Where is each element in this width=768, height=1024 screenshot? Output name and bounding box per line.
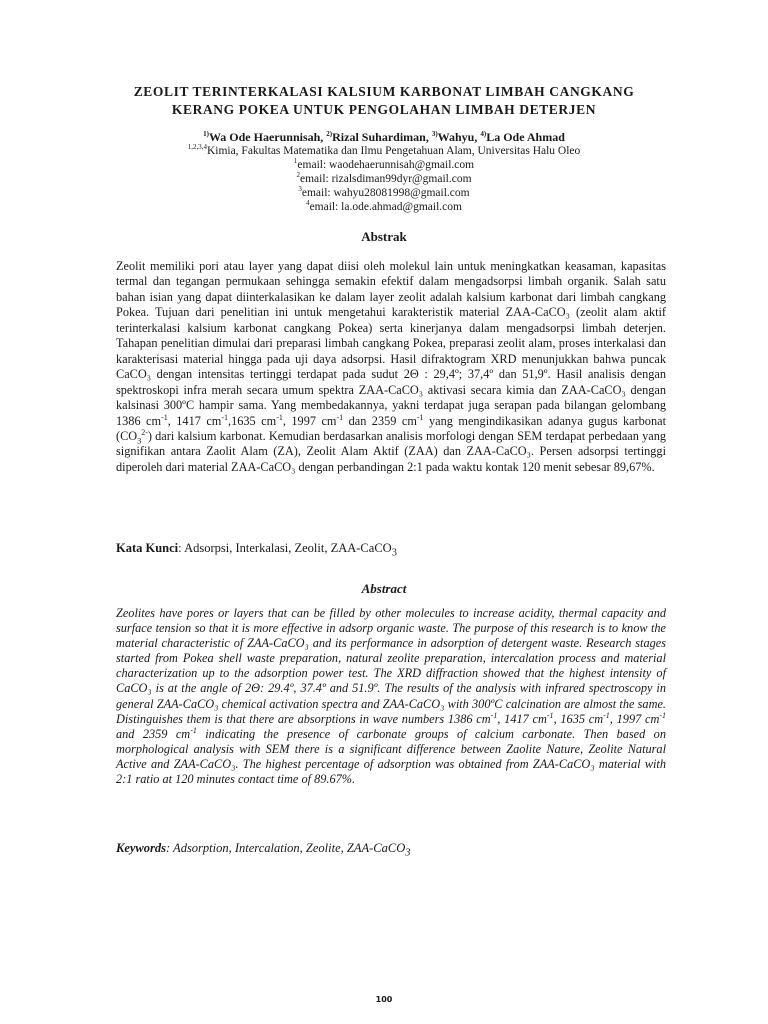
abstrak-text-1: Zeolit memiliki pori atau layer yang dapat diisi oleh molekul lain untuk meningkatkan keasaman, kapasitas termal dan tegangan permukaan sehingga semakin efektif dalam mengadsorpsi limbah organik. Salah satu bahan isian yang dapat diinterkalasikan ke dalam layer zeolit adalah kalsium karbonat dari limbah cangkang Pokea. Tujuan dari penelitian ini untuk mengetahui karakteristik material ZAA-CaCO₃ (zeolit alam aktif terinterkalasi kalsium karbonat cangkang Pokea) serta kinerjanya dalam mengadsorpsi limbah deterjen. Tahapan penelitian dimulai dari preparasi limbah cangkang Pokea, preparasi zeolit alam, proses interkalasi dan karakterisasi material hingga pada uji daya adsorpsi. Hasil difraktogram XRD menunjukkan bahwa puncak CaCO₃ dengan intensitas tertinggi terdapat pada sudut 2Θ : 29,4º; 37,4º dan 51,9º. Hasil analisis dengan spektroskopi infra merah secara umum spektra ZAA-CaCO₃ aktivasi secara kimia dan ZAA-CaCO₃ dengan kalsinasi 300ºC hampir sama. Yang membedakannya, yakni terdapat juga serapan pada bilangan gelombang 1386 cm — [116, 259, 666, 428]
abstract-heading: Abstract — [361, 581, 407, 596]
keywords — [116, 841, 666, 859]
keywords-sub: 3 — [405, 847, 411, 859]
page-number: 100 — [375, 995, 393, 1004]
author-3-marker: 3) — [431, 130, 438, 138]
abstract-text-3: , 1635 cm — [553, 711, 604, 726]
abstrak-sup-6: 2- — [141, 427, 148, 437]
abstrak-sup-1: -1 — [161, 412, 168, 422]
kata-kunci — [116, 541, 666, 559]
affiliation-marker: 1,2,3,4 — [187, 143, 207, 152]
abstrak-sup-5: -1 — [416, 412, 424, 422]
author-block — [80, 130, 688, 214]
paper-title — [80, 83, 688, 119]
abstract-body — [116, 606, 666, 787]
abstrak-sub-6: 3 — [137, 436, 142, 446]
author-1: Wa Ode Haerunnisah, — [208, 130, 327, 144]
author-3: Wahyu, — [437, 130, 481, 144]
email-text: email: rizalsdiman99dyr@gmail.com — [299, 173, 472, 185]
abstract-sup-3: -1 — [603, 710, 610, 720]
keywords-text: : Adsorption, Intercalation, Zeolite, ZAA-CaCO — [166, 841, 406, 855]
abstract-text-6: indicating the presence of carbonate groups of calcium carbonate. Then based on morphological analysis with SEM there is a significant difference between Zaolite Nature, Zeolite Natural Active and ZAA-CaCO₃. The highest percentage of adsorption was obtained from ZAA-CaCO₃ material with 2:1 ratio at 120 minutes contact time of 89.67%. — [116, 726, 666, 787]
abstract-text-2: , 1417 cm — [497, 711, 547, 726]
author-names — [80, 130, 688, 144]
author-1-marker: 1) — [203, 130, 209, 138]
keywords-label: Keywords — [116, 841, 166, 855]
title-line-2: KERANG POKEA UNTUK PENGOLAHAN LIMBAH DETERJEN — [171, 102, 597, 117]
email-text: email: waodehaerunnisah@gmail.com — [297, 159, 475, 171]
author-4-marker: 4) — [480, 130, 487, 138]
abstrak-text-3: ,1635 cm — [228, 413, 277, 428]
kata-kunci-sub: 3 — [391, 547, 397, 559]
abstract-sup-4: -1 — [659, 710, 667, 720]
abstrak-text-4: , 1997 cm — [282, 413, 337, 428]
abstract-sup-2: -1 — [546, 710, 554, 720]
affiliation-text: Kimia, Fakultas Matematika dan Ilmu Pengetahuan Alam, Universitas Halu Oleo — [206, 145, 581, 157]
email-1 — [80, 158, 688, 172]
abstract-sup-1: -1 — [490, 710, 498, 720]
abstrak-sup-3: -1 — [276, 412, 283, 422]
kata-kunci-label: Kata Kunci — [116, 541, 179, 555]
abstrak-body — [116, 259, 666, 475]
email-marker: 2 — [296, 171, 300, 180]
abstract-text-1: Zeolites have pores or layers that can be filled by other molecules to increase acidity, thermal capacity and surface tension so that it is more effective in adsorp organic waste. The purpose of this research is to know the material characteristic of ZAA-CaCO₃ and its performance in adsorption of detergent waste. Research stages started from Pokea shell waste preparation, natural zeolite preparation, intercalation process and material characterization up to the adsorption power test. The XRD diffraction showed that the highest intensity of CaCO₃ is at the angle of 2Θ: 29.4º, 37.4º and 51.9º. The results of the analysis with infrared spectroscopy in general ZAA-CaCO₃ chemical activation spectra and ZAA-CaCO₃ with 300ºC calcination are almost the same. Distinguishes them is that there are absorptions in wave numbers 1386 cm — [116, 606, 666, 726]
email-marker: 3 — [298, 185, 302, 194]
abstrak-sup-2: -1 — [221, 412, 229, 422]
abstract-text-4: , 1997 cm — [609, 711, 660, 726]
kata-kunci-text: : Adsorpsi, Interkalasi, Zeolit, ZAA-CaCO — [178, 541, 392, 555]
author-4: La Ode Ahmad — [486, 130, 565, 144]
affiliation — [80, 144, 688, 158]
email-2 — [80, 172, 688, 186]
author-2-marker: 2) — [326, 130, 333, 138]
email-marker: 1 — [293, 157, 298, 166]
email-text: email: la.ode.ahmad@gmail.com — [309, 201, 462, 213]
abstract-text-5: and 2359 cm — [116, 726, 191, 741]
email-3 — [80, 186, 688, 200]
abstrak-text-2: , 1417 cm — [167, 413, 222, 428]
title-line-1: ZEOLIT TERINTERKALASI KALSIUM KARBONAT LIMBAH CANGKANG — [133, 84, 635, 99]
abstrak-text-6: yang mengindikasikan adanya gugus karbonat (CO — [116, 413, 666, 443]
abstract-sup-5: -1 — [190, 725, 197, 735]
email-text: email: wahyu28081998@gmail.com — [301, 187, 470, 199]
email-marker: 4 — [306, 199, 310, 208]
abstrak-heading: Abstrak — [361, 229, 407, 244]
abstrak-sup-4: -1 — [336, 412, 344, 422]
abstrak-text-7: ) dari kalsium karbonat. Kemudian berdasarkan analisis morfologi dengan SEM terdapat perbedaan yang signifikan antara Zaolit Alam (ZA), Zeolit Alam Aktif (ZAA) dan ZAA-CaCO₃. Persen adsorpsi tertinggi diperoleh dari material ZAA-CaCO₃ dengan perbandingan 2:1 pada waktu kontak 120 menit sebesar 89,67%. — [116, 428, 666, 474]
email-4 — [80, 200, 688, 214]
abstrak-text-5: dan 2359 cm — [343, 413, 417, 428]
author-2: Rizal Suhardiman, — [332, 130, 432, 144]
